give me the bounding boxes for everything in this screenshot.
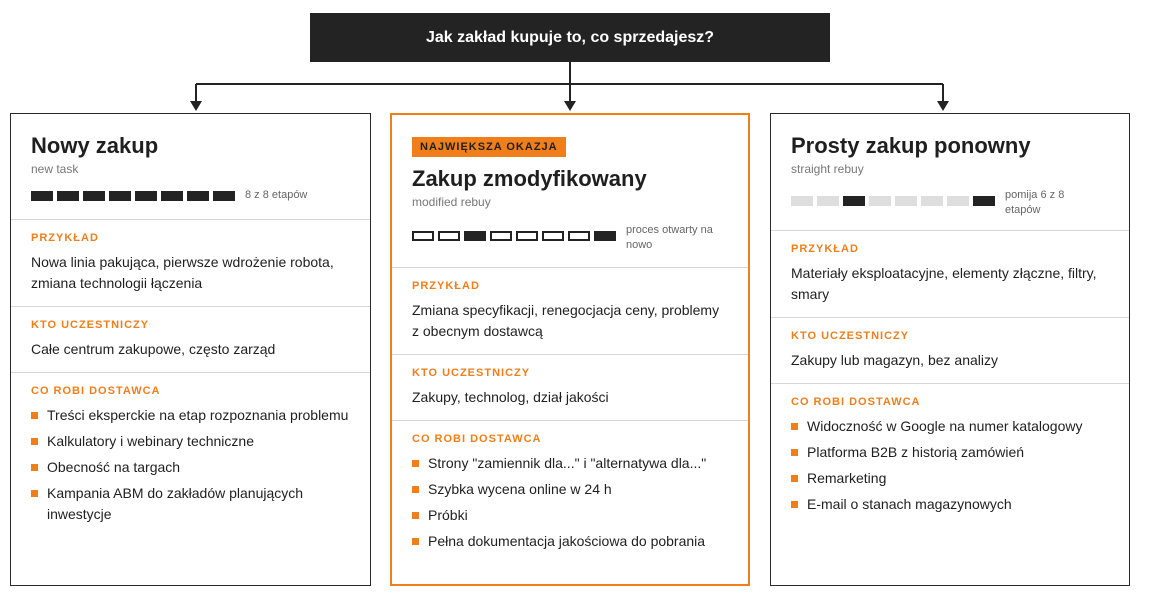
example-section [771, 230, 1129, 317]
list-item: Strony "zamiennik dla..." i "alternatywa dla..." [412, 453, 728, 474]
bullet-square-icon [791, 423, 798, 430]
question-box [310, 13, 830, 62]
stage-blocks [412, 231, 616, 241]
list-item: Kalkulatory i webinary techniczne [31, 431, 350, 452]
stage-block-2 [57, 191, 79, 201]
stage-note: proces otwarty na nowo [626, 224, 713, 251]
action-section [11, 372, 370, 542]
stage-block-7 [947, 196, 969, 206]
bullet-square-icon [791, 501, 798, 508]
who-text: Zakupy lub magazyn, bez analizy [791, 352, 998, 368]
stage-indicator [31, 188, 350, 203]
action-section [392, 420, 748, 569]
who-label: KTO UCZESTNICZY [791, 330, 910, 342]
stage-indicator [791, 188, 1109, 218]
stage-indicator [412, 223, 728, 253]
who-label: KTO UCZESTNICZY [412, 367, 531, 379]
stage-block-8 [973, 196, 995, 206]
stage-block-3 [843, 196, 865, 206]
example-label: PRZYKŁAD [31, 232, 99, 244]
stage-block-8 [594, 231, 616, 241]
card-straight-rebuy [770, 113, 1130, 586]
who-section [771, 317, 1129, 383]
list-item: Treści eksperckie na etap rozpoznania problemu [31, 405, 350, 426]
bullet-square-icon [791, 449, 798, 456]
stage-block-1 [412, 231, 434, 241]
bullet-square-icon [791, 475, 798, 482]
example-text: Nowa linia pakująca, pierwsze wdrożenie robota, zmiana technologii łączenia [31, 254, 334, 291]
list-item: Kampania ABM do zakładów planujących inwestycje [31, 483, 350, 525]
action-list [791, 416, 1109, 515]
card-new-task [10, 113, 371, 586]
example-label: PRZYKŁAD [791, 243, 859, 255]
list-item: Platforma B2B z historią zamówień [791, 442, 1109, 463]
bullet-square-icon [31, 464, 38, 471]
stage-block-4 [109, 191, 131, 201]
stage-block-3 [83, 191, 105, 201]
list-item: Remarketing [791, 468, 1109, 489]
stage-block-6 [921, 196, 943, 206]
stage-block-6 [542, 231, 564, 241]
list-item: Widoczność w Google na numer katalogowy [791, 416, 1109, 437]
stage-block-4 [869, 196, 891, 206]
example-text: Materiały eksploatacyjne, elementy złączne, filtry, smary [791, 265, 1097, 302]
list-item: Pełna dokumentacja jakościowa do pobrania [412, 531, 728, 552]
stage-block-1 [791, 196, 813, 206]
who-text: Zakupy, technolog, dział jakości [412, 389, 609, 405]
stage-block-5 [895, 196, 917, 206]
bullet-square-icon [412, 538, 419, 545]
action-label: CO ROBI DOSTAWCA [791, 396, 921, 408]
arrowhead-left [190, 101, 202, 111]
stage-blocks [31, 191, 235, 201]
list-item: Obecność na targach [31, 457, 350, 478]
bullet-square-icon [31, 412, 38, 419]
action-list [31, 405, 350, 525]
list-item: Szybka wycena online w 24 h [412, 479, 728, 500]
bullet-square-icon [31, 490, 38, 497]
who-section [11, 306, 370, 372]
example-label: PRZYKŁAD [412, 280, 480, 292]
stage-note: pomija 6 z 8 etapów [1005, 189, 1065, 216]
stage-blocks [791, 196, 995, 206]
card-title: Zakup zmodyfikowany [412, 166, 647, 191]
bullet-square-icon [31, 438, 38, 445]
bullet-square-icon [412, 486, 419, 493]
example-section [11, 219, 370, 306]
stage-note: 8 z 8 etapów [245, 189, 308, 201]
stage-block-2 [817, 196, 839, 206]
arrowhead-right [937, 101, 949, 111]
stage-block-2 [438, 231, 460, 241]
action-section [771, 383, 1129, 532]
stage-block-7 [568, 231, 590, 241]
stage-block-8 [213, 191, 235, 201]
stage-block-4 [490, 231, 512, 241]
bullet-square-icon [412, 460, 419, 467]
arrowhead-center [564, 101, 576, 111]
list-item: Próbki [412, 505, 728, 526]
stage-block-6 [161, 191, 183, 201]
highlight-badge: NAJWIĘKSZA OKAZJA [412, 137, 566, 157]
card-title: Nowy zakup [31, 133, 159, 158]
action-list [412, 453, 728, 552]
card-modified-rebuy [390, 113, 750, 586]
example-section [392, 267, 748, 354]
action-label: CO ROBI DOSTAWCA [31, 385, 161, 397]
stage-block-5 [135, 191, 157, 201]
card-subtitle: straight rebuy [791, 162, 864, 176]
who-text: Całe centrum zakupowe, często zarząd [31, 341, 276, 357]
stage-block-7 [187, 191, 209, 201]
card-subtitle: modified rebuy [412, 195, 491, 209]
action-label: CO ROBI DOSTAWCA [412, 433, 542, 445]
stage-block-3 [464, 231, 486, 241]
stage-block-1 [31, 191, 53, 201]
who-section [392, 354, 748, 420]
list-item: E-mail o stanach magazynowych [791, 494, 1109, 515]
card-title: Prosty zakup ponowny [791, 133, 1031, 158]
who-label: KTO UCZESTNICZY [31, 319, 150, 331]
example-text: Zmiana specyfikacji, renegocjacja ceny, problemy z obecnym dostawcą [412, 302, 720, 339]
card-subtitle: new task [31, 162, 79, 176]
question-text: Jak zakład kupuje to, co sprzedajesz? [425, 28, 715, 46]
stage-block-5 [516, 231, 538, 241]
bullet-square-icon [412, 512, 419, 519]
